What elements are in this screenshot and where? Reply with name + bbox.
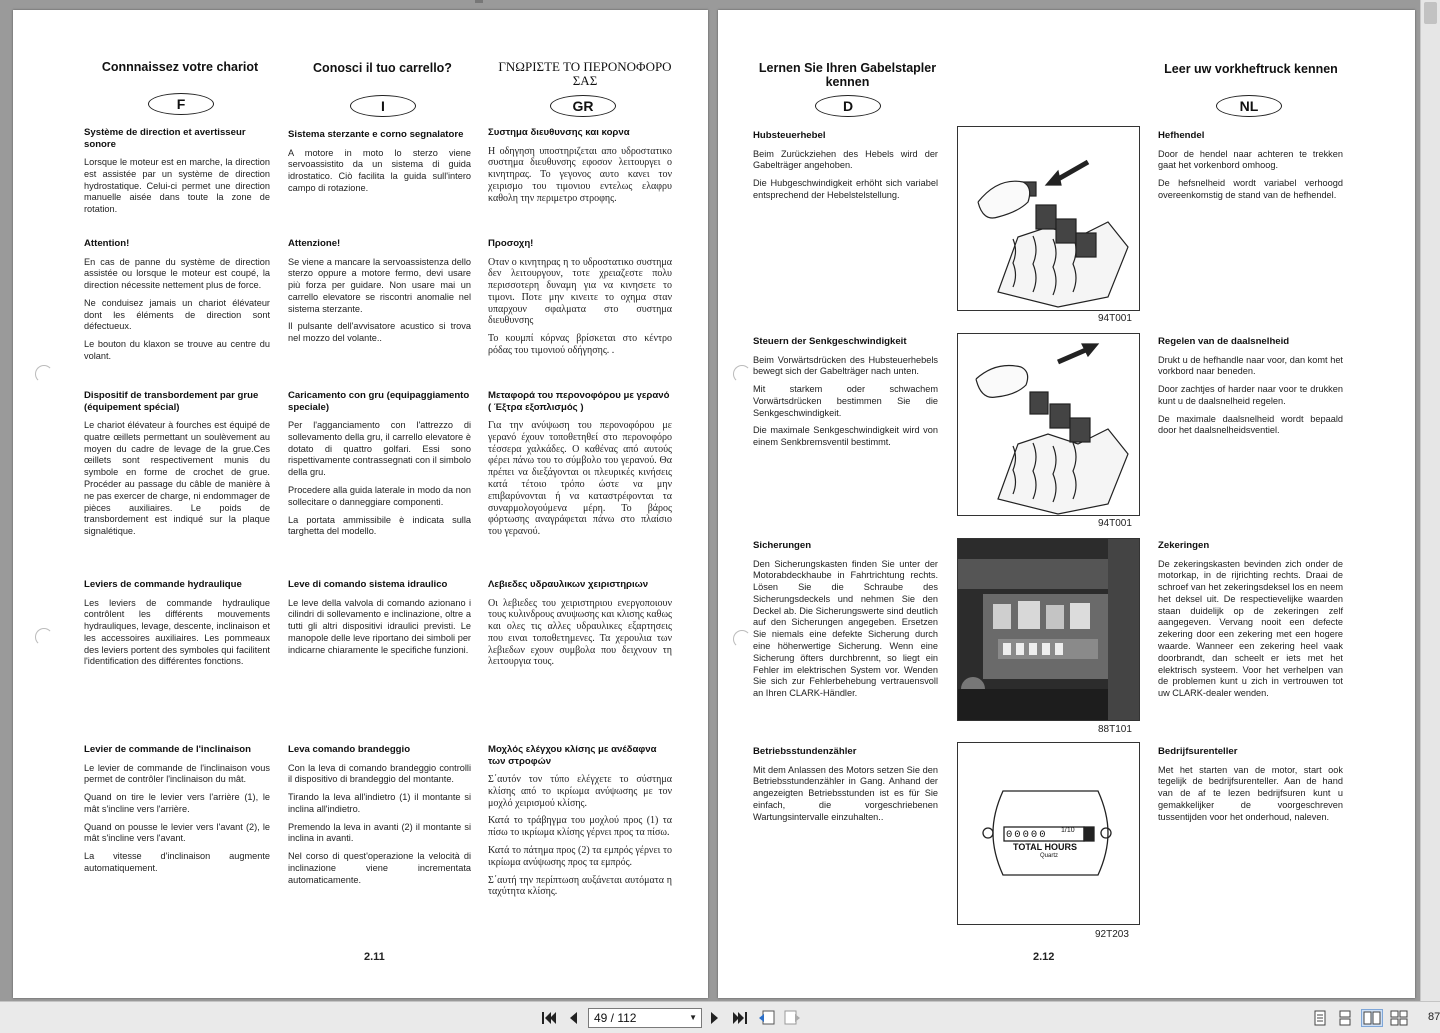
section-paragraph: Mit starkem oder schwachem Vorwärtsdrücken bestimmen Sie die Senkgeschwindigkeit. (753, 384, 938, 418)
section-paragraph: Nel corso di quest'operazione la velocità di inclinazione viene incrementata automaticamente. (288, 851, 471, 885)
section-title: Regelen van de daalsnelheid (1158, 336, 1290, 347)
column-heading-de: Lernen Sie Ihren Gabelstapler kennen (758, 61, 937, 89)
section-paragraph: Beim Zurückziehen des Hebels wird der Gabelträger angehoben. (753, 148, 938, 171)
text-section (288, 238, 471, 351)
text-section (488, 390, 672, 544)
column-heading-nl: Leer uw vorkheftruck kennen (1164, 62, 1338, 76)
figure-caption: 94T001 (1098, 313, 1132, 324)
page-number-right: 2.12 (1033, 951, 1055, 963)
previous-page-button[interactable] (564, 1009, 582, 1027)
text-section (1158, 746, 1343, 829)
text-section (1158, 540, 1343, 706)
section-title: Συστημα διευθυνσης και κορνα (488, 127, 630, 138)
text-section (288, 129, 471, 201)
language-badge-it: I (350, 95, 416, 117)
page-indicator: 49 / 112 (594, 1011, 637, 1025)
chevron-down-icon: ▼ (689, 1013, 697, 1022)
section-paragraph: Για την ανύψωση του περονοφόρου με γερανό έχουν τοποθετηθεί στο περονοφόρο τέσσερα χαλκάδες. Ο καθένας από αυτούς φέρει πάνω του το σύμβολο του γερανού. Θα πρέπει να διεξάγονται οι πλευρικές κινήσεις κατά τέτοιο τρόπο ώστε να μην επιβαρύνονται ή να καταστρέφονται τα συναρμολογούμενα μέρη. Το βάρος φόρτωσης αναγράφεται πάνω στο πλαίσιο του γερανού. (488, 420, 672, 538)
meter-fraction: 1/10 (1061, 827, 1075, 834)
figure-caption: 94T001 (1098, 518, 1132, 529)
section-title: Leviers de commande hydraulique (84, 579, 242, 590)
section-paragraph: Σ΄αυτόν τον τύπο ελέγχετε το σύστημα κλίσης από το ικρίωμα ανύψωσης με τον μοχλό χειρισμού κλίσης. (488, 774, 672, 809)
lever-pull-figure (957, 126, 1140, 311)
first-page-button[interactable] (540, 1009, 558, 1027)
meter-brand: Quartz (1040, 853, 1059, 859)
facing-pages-view-button[interactable] (1361, 1009, 1383, 1027)
section-title: Hubsteuerhebel (753, 130, 826, 141)
text-section (84, 744, 270, 881)
section-title: Λεβιεδες υδραυλικων χειριστηριων (488, 579, 649, 590)
continuous-facing-view-button[interactable] (1390, 1009, 1408, 1027)
section-title: Leve di comando sistema idraulico (288, 579, 448, 590)
previous-page-edge (475, 0, 483, 3)
figure-caption: 92T203 (1095, 929, 1129, 940)
section-title: Caricamento con gru (equipaggiamento speciale) (288, 390, 470, 413)
section-paragraph: Ne conduisez jamais un chariot élévateur dont les éléments de direction sont défectueux. (84, 297, 270, 332)
go-back-view-button[interactable] (758, 1009, 776, 1027)
section-paragraph: Per l'agganciamento con l'attrezzo di sollevamento della gru, il carrello elevatore è dotato di quattro golfari. Essi sono rispettivamente contrassegnati con il simbolo della gru. (288, 420, 471, 478)
section-paragraph: Door zachtjes of harder naar voor te drukken kunt u de daalsnelheid regelen. (1158, 384, 1343, 406)
section-paragraph: La vitesse d'inclinaison augmente automatiquement. (84, 851, 270, 874)
language-badge-fr: F (148, 93, 214, 115)
section-paragraph: Se viene a mancare la servoassistenza dello sterzo oppure a motore fermo, devi usare più forza per guidare. Non usare mai un carrello elevatore se riscontri anomalie nel sistema sterzante. (288, 256, 471, 314)
binder-hole (35, 628, 53, 646)
language-badge-nl: NL (1216, 95, 1282, 117)
section-paragraph: Le leve della valvola di comando azionano i cilindri di sollevamento e inclinazione, oltre a tutti gli altri dispositivi idraulici previsti. Le manopole delle leve riportano dei simboli per indicarne chiaramente le specifiche funzioni. (288, 597, 471, 655)
text-section (753, 540, 938, 706)
binder-hole (35, 365, 53, 383)
next-page-button[interactable] (706, 1009, 724, 1027)
binder-hole (733, 630, 751, 648)
language-badge-de: D (815, 95, 881, 117)
section-paragraph: Το κουμπί κόρνας βρίσκεται στο κέντρο ρόδας του τιμονιού οδήγησης. . (488, 333, 672, 357)
single-page-icon (1313, 1010, 1327, 1026)
continuous-facing-icon (1390, 1010, 1408, 1026)
section-title: Steuern der Senkgeschwindigkeit (753, 336, 907, 347)
section-paragraph: Die maximale Senkgeschwindigkeit wird von einem Senkbremsventil bestimmt. (753, 425, 938, 448)
text-section (753, 130, 938, 208)
section-title: Μοχλός ελέγχου κλίσης με ανέδαφνα των στροφών (488, 744, 657, 767)
section-paragraph: La portata ammissibile è indicata sulla targhetta del modello. (288, 514, 471, 537)
meter-label: TOTAL HOURS (1013, 842, 1078, 852)
section-paragraph: Les leviers de commande hydraulique contrôlent les différents mouvements hydrauliques, levage, descente, inclinaison et les accessoires auxiliaires. Les pommeaux des leviers portent des symboles qui facilitent l'identification des différentes fonctions. (84, 597, 270, 667)
continuous-view-button[interactable] (1336, 1009, 1354, 1027)
section-paragraph: Premendo la leva in avanti (2) il montante si inclina in avanti. (288, 821, 471, 844)
text-section (288, 390, 471, 544)
text-section (1158, 336, 1343, 443)
section-title: Sistema sterzante e corno segnalatore (288, 129, 464, 140)
text-section (288, 579, 471, 662)
section-paragraph: Le chariot élévateur à fourches est équipé de quatre œillets permettant un soulèvement au moyen du cadre de levage de la grue.Ces œillets sont respectivement munis du symbole en forme de crochet de grue. Procéder au passage du câble de manière à ne pas exercer de charge, ni endommager de pièces auxiliaires. Le poids de transbordement est indiqué sur la plaque signalétique. (84, 420, 270, 537)
section-title: Dispositif de transbordement par grue (équipement spécial) (84, 390, 259, 413)
navigation-toolbar (0, 1001, 1440, 1033)
section-title: Attenzione! (288, 238, 341, 249)
meter-digits: 00000 (1006, 829, 1048, 841)
scrollbar-thumb[interactable] (1424, 2, 1437, 24)
last-page-icon (732, 1011, 748, 1025)
section-paragraph: En cas de panne du système de direction assistée ou lorsque le moteur est coupé, la direction nécessite nettement plus de force. (84, 256, 270, 291)
last-page-button[interactable] (731, 1009, 749, 1027)
section-paragraph: Οι λεβιεδες του χειριστηριου ενεργοποιουν τους κυλινδρους ανυψωσης και κλισης καθως και ολες τις αλλες υδραυλικες εξαρτησεις που ειναι τοποθετημενες. Τα χερουλια των λεβιεδων εχουν συμβολα που δειχνουν τη λειτουργια τους. (488, 597, 672, 668)
text-section (488, 579, 672, 674)
next-page-icon (709, 1011, 721, 1025)
page-number-left: 2.11 (364, 951, 385, 963)
go-forward-icon (783, 1010, 801, 1026)
section-paragraph: Le bouton du klaxon se trouve au centre du volant. (84, 339, 270, 362)
go-forward-view-button[interactable] (783, 1009, 801, 1027)
fuse-box-photo (957, 538, 1140, 721)
section-paragraph: Mit dem Anlassen des Motors setzen Sie den Betriebsstundenzähler in Gang. Anhand der angezeigten Betriebsstunden ist es für Sie einfach, die vorgeschriebenen Wartungsintervalle einzuhalten.. (753, 764, 938, 822)
go-back-icon (758, 1010, 776, 1026)
section-title: Μεταφορά του περονοφόρου με γερανό ( Έξτρα εξοπλισμός ) (488, 390, 670, 413)
first-page-icon (541, 1011, 557, 1025)
continuous-page-icon (1338, 1010, 1352, 1026)
section-paragraph: De maximale daalsnelheid wordt bepaald door het daalsnelheidsventiel. (1158, 413, 1343, 436)
single-page-view-button[interactable] (1311, 1009, 1329, 1027)
column-heading-fr: Connnaissez votre chariot (101, 60, 259, 74)
hour-meter-figure (957, 742, 1140, 925)
previous-page-icon (567, 1011, 579, 1025)
section-title: Leva comando brandeggio (288, 744, 411, 755)
text-section (84, 127, 270, 222)
section-paragraph: A motore in moto lo sterzo viene servoassistito da un sistema di guida idrostatico. Ciò facilita la guida sull'intero campo di rotazione. (288, 147, 471, 193)
column-heading-it: Conosci il tuo carrello? (313, 61, 452, 75)
page-selector[interactable] (588, 1008, 702, 1028)
section-title: Zekeringen (1158, 540, 1210, 551)
vertical-scrollbar[interactable] (1420, 0, 1440, 1001)
section-paragraph: Con la leva di comando brandeggio controlli il dispositivo di brandeggio del montante. (288, 762, 471, 785)
section-paragraph: De zekeringskasten bevinden zich onder de motorkap, in de rijrichting rechts. Draai de schroef van het zekeringsdeksel los en neem het deksel uit. De respectievelijke waarden staan duidelijk op de zekeringen zelf aangegeven. Vervang nooit een defecte zekering door een zekering met een hogere waarde. Wanneer een zekering heel vaak doorbrandt, dan scheelt er iets met het elektrisch systeem. Voor het verhelpen van de problemen kunt u zich in vertrouwen tot uw CLARK-dealer wenden. (1158, 558, 1343, 699)
text-section (84, 579, 270, 674)
zoom-level[interactable]: 87 (1428, 1011, 1440, 1023)
section-paragraph: Door de hendel naar achteren te trekken gaat het vorkenbord omhoog. (1158, 148, 1343, 171)
section-title: Betriebsstundenzähler (753, 746, 857, 757)
section-title: Levier de commande de l'inclinaison (84, 744, 252, 755)
text-section (488, 238, 672, 363)
text-section (1158, 130, 1343, 208)
section-paragraph: Il pulsante dell'avvisatore acustico si trova nel mozzo del volante.. (288, 321, 471, 344)
section-title: Sicherungen (753, 540, 812, 551)
text-section (753, 336, 938, 455)
figure-caption: 88T101 (1098, 724, 1132, 735)
section-paragraph: Met het starten van de motor, start ook tegelijk de bedrijfsurenteller. Aan de hand van de af te lezen bedrijfsuren kunt u gemakkelijker de voorgeschreven tussentijden voor het onderhoud, naleven. (1158, 764, 1343, 822)
section-paragraph: Lorsque le moteur est en marche, la direction est assistée par un système de direction hydrostatique. Celui-ci permet une direction manuelle aisée dans toute la zone de rotation. (84, 157, 270, 215)
facing-pages-icon (1363, 1011, 1381, 1025)
binder-hole (733, 365, 751, 383)
section-title: Bedrijfsurenteller (1158, 746, 1238, 757)
column-heading-gr: ΓΝΩΡΙΣΤΕ ΤΟ ΠΕΡΟΝΟΦΟΡΟ ΣΑΣ (498, 59, 672, 88)
section-paragraph: Κατά το πάτημα προς (2) τα εμπρός γέρνει το ικρίωμα ανύψωσης προς τα εμπρός. (488, 844, 672, 868)
section-paragraph: Den Sicherungskasten finden Sie unter der Motorabdeckhaube in Fahrtrichtung rechts. Lösen Sie die Schraube des Sicherungsdeckels und nehmen Sie den Deckel ab. Die Sicherungswerte sind deutlich auf den Sicherungen angegeben. Ersetzen Sie niemals eine defekte Sicherung durch eine höherwertige Sicherung. Wenn eine Sicherung öfters durchbrennt, so liegt ein Fehler im elektrischen System vor. Wenden Sie sich zur Fehlerbehebung vertrauensvoll an Ihren CLARK-Händler. (753, 558, 938, 699)
section-paragraph: Die Hubgeschwindigkeit erhöht sich variabel entsprechend der Hebelstelstellung. (753, 178, 938, 200)
text-section (84, 390, 270, 544)
text-section (753, 746, 938, 829)
section-paragraph: Drukt u de hefhandle naar voor, dan komt het vorkbord naar beneden. (1158, 354, 1343, 377)
lever-push-figure (957, 333, 1140, 516)
section-title: Hefhendel (1158, 130, 1205, 141)
section-paragraph: Quand on tire le levier vers l'arrière (1), le mât s'incline vers l'arrière. (84, 792, 270, 814)
text-section (84, 238, 270, 369)
section-paragraph: Σ΄αυτή την περίπτωση αυξάνεται αυτόματα η ταχύτητα κλίσης. (488, 874, 672, 898)
section-paragraph: Le levier de commande de l'inclinaison vous permet de contrôler l'inclinaison du mât. (84, 762, 270, 785)
text-section (488, 127, 672, 210)
text-section (488, 744, 672, 904)
section-paragraph: Beim Vorwärtsdrücken des Hubsteuerhebels bewegt sich der Gabelträger nach unten. (753, 354, 938, 377)
section-paragraph: Procedere alla guida laterale in modo da non sollecitare o danneggiare componenti. (288, 484, 471, 507)
section-paragraph: Tirando la leva all'indietro (1) il montante si inclina all'indietro. (288, 792, 471, 814)
language-badge-gr: GR (550, 95, 616, 117)
section-paragraph: Κατά το τράβηγμα του μοχλού προς (1) τα πίσω το ικρίωμα κλίσης γέρνει προς τα πίσω. (488, 815, 672, 839)
section-paragraph: De hefsnelheid wordt variabel verhoogd overeenkomstig de stand van de hefhendel. (1158, 178, 1343, 200)
section-title: Προσοχη! (488, 238, 534, 249)
section-paragraph: Οταν ο κινητηρας η το υδροστατικο συστημα δεν λειτουργουν, τοτε χρειαζεστε πολυ περισσοτερη δυναμη για να κινησετε το τιμονι. Ποτε μην κινειτε το οχημα σταν υπαρχουν σφαλματα στο συστημα διευθυνσης (488, 256, 672, 327)
section-title: Attention! (84, 238, 130, 249)
section-paragraph: Quand on pousse le levier vers l'avant (2), le mât s'incline vers l'avant. (84, 821, 270, 844)
section-title: Système de direction et avertisseur sonore (84, 127, 246, 150)
text-section (288, 744, 471, 893)
section-paragraph: Η οδηγηση υποστηριζεται απο υδροστατικο συστημα διευθυνσης εφοσον λειτουργει ο κινητηρας. Το γεγονος αυτο κανει τον χειρισμο του τιμονιου εντελως ελαφρυ καθολη την περιμετρο στροφης. (488, 145, 672, 204)
